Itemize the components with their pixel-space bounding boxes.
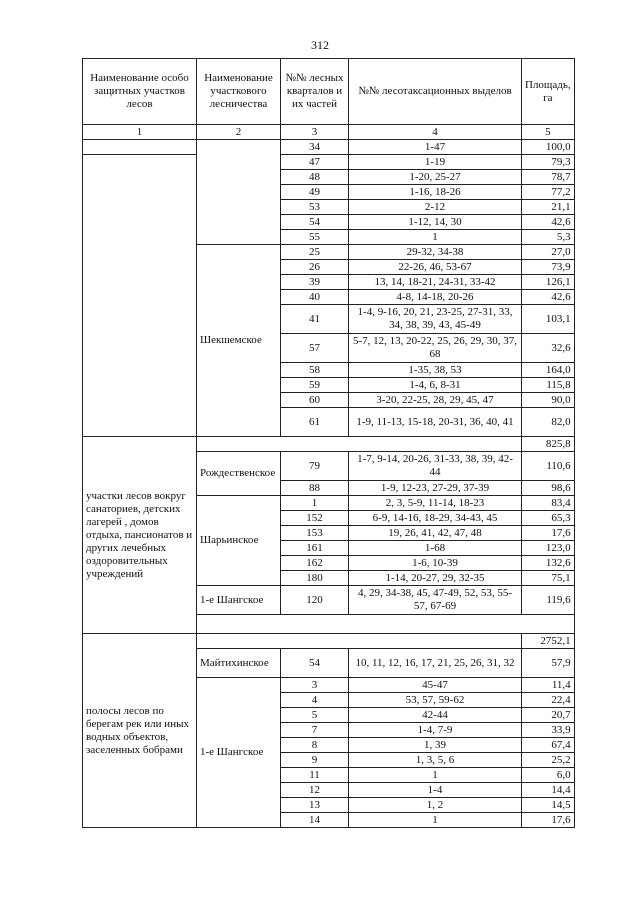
quarter-cell: 53 [281, 200, 349, 215]
total-spacer [197, 634, 522, 649]
plots-cell: 1 [349, 230, 522, 245]
area-cell: 123,0 [522, 541, 575, 556]
quarter-cell: 25 [281, 245, 349, 260]
district-name: Рождественское [197, 452, 281, 496]
quarter-cell: 7 [281, 723, 349, 738]
area-cell: 73,9 [522, 260, 575, 275]
quarter-cell: 40 [281, 290, 349, 305]
plots-cell: 1-35, 38, 53 [349, 363, 522, 378]
quarter-cell: 54 [281, 215, 349, 230]
quarter-cell: 180 [281, 571, 349, 586]
area-cell: 22,4 [522, 693, 575, 708]
area-cell: 14,4 [522, 783, 575, 798]
area-cell: 75,1 [522, 571, 575, 586]
quarter-cell: 41 [281, 305, 349, 334]
category-cell-empty [83, 155, 197, 437]
quarter-cell: 5 [281, 708, 349, 723]
total-value: 2752,1 [522, 634, 575, 649]
plots-cell: 5-7, 12, 13, 20-22, 25, 26, 29, 30, 37, 68 [349, 334, 522, 363]
district-name: Шарьинское [197, 496, 281, 586]
area-cell: 11,4 [522, 678, 575, 693]
quarter-cell: 8 [281, 738, 349, 753]
forest-table [82, 58, 575, 828]
area-cell: 21,1 [522, 200, 575, 215]
empty-cell [83, 140, 197, 155]
area-cell: 79,3 [522, 155, 575, 170]
plots-cell: 1, 39 [349, 738, 522, 753]
quarter-cell: 162 [281, 556, 349, 571]
column-number: 1 [83, 125, 197, 140]
quarter-cell: 58 [281, 363, 349, 378]
total-value: 825,8 [522, 437, 575, 452]
area-cell: 6,0 [522, 768, 575, 783]
plots-cell: 1-19 [349, 155, 522, 170]
district-name: Шекшемское [197, 245, 281, 437]
area-cell: 83,4 [522, 496, 575, 511]
quarter-cell: 59 [281, 378, 349, 393]
table-row [83, 140, 575, 155]
quarter-cell: 54 [281, 649, 349, 678]
area-cell: 78,7 [522, 170, 575, 185]
area-cell: 98,6 [522, 481, 575, 496]
plots-cell: 1-4, 6, 8-31 [349, 378, 522, 393]
quarter-cell: 26 [281, 260, 349, 275]
area-cell: 77,2 [522, 185, 575, 200]
category-name: полосы лесов по берегам рек или иных водных объектов, заселенных бобрами [83, 634, 197, 828]
plots-cell: 42-44 [349, 708, 522, 723]
plots-cell: 22-26, 46, 53-67 [349, 260, 522, 275]
plots-cell: 13, 14, 18-21, 24-31, 33-42 [349, 275, 522, 290]
quarter-cell: 57 [281, 334, 349, 363]
plots-cell: 2, 3, 5-9, 11-14, 18-23 [349, 496, 522, 511]
plots-cell: 1-9, 11-13, 15-18, 20-31, 36, 40, 41 [349, 408, 522, 437]
plots-cell: 10, 11, 12, 16, 17, 21, 25, 26, 31, 32 [349, 649, 522, 678]
plots-cell: 45-47 [349, 678, 522, 693]
plots-cell: 29-32, 34-38 [349, 245, 522, 260]
area-cell: 126,1 [522, 275, 575, 290]
district-name: Майтихинское [197, 649, 281, 678]
column-number: 4 [349, 125, 522, 140]
plots-cell: 3-20, 22-25, 28, 29, 45, 47 [349, 393, 522, 408]
quarter-cell: 34 [281, 140, 349, 155]
spacer-cell [197, 615, 575, 634]
column-number-row [83, 125, 575, 140]
plots-cell: 1-14, 20-27, 29, 32-35 [349, 571, 522, 586]
column-number: 5 [522, 125, 575, 140]
column-number: 2 [197, 125, 281, 140]
district-name: 1-е Шангское [197, 586, 281, 615]
area-cell: 42,6 [522, 215, 575, 230]
plots-cell: 4-8, 14-18, 20-26 [349, 290, 522, 305]
quarter-cell: 61 [281, 408, 349, 437]
plots-cell: 53, 57, 59-62 [349, 693, 522, 708]
plots-cell: 1-4 [349, 783, 522, 798]
total-row [83, 634, 575, 649]
quarter-cell: 79 [281, 452, 349, 481]
area-cell: 17,6 [522, 813, 575, 828]
plots-cell: 1-4, 9-16, 20, 21, 23-25, 27-31, 33, 34, 38, 39, 43, 45-49 [349, 305, 522, 334]
plots-cell: 6-9, 14-16, 18-29, 34-43, 45 [349, 511, 522, 526]
plots-cell: 19, 26, 41, 42, 47, 48 [349, 526, 522, 541]
quarter-cell: 14 [281, 813, 349, 828]
district-cell-empty [197, 140, 281, 245]
quarter-cell: 47 [281, 155, 349, 170]
plots-cell: 1-4, 7-9 [349, 723, 522, 738]
plots-cell: 1-6, 10-39 [349, 556, 522, 571]
page-number: 312 [311, 38, 329, 52]
quarter-cell: 161 [281, 541, 349, 556]
plots-cell: 1, 3, 5, 6 [349, 753, 522, 768]
category-name: участки лесов вокруг санаториев, детских лагерей , домов отдыха, пансионатов и других лечебных оздоровительных учреждений [83, 437, 197, 634]
header-cell: Наименование особо защитных участков лесов [83, 59, 197, 125]
header-cell: Площадь, га [522, 59, 575, 125]
plots-cell: 1-20, 25-27 [349, 170, 522, 185]
plots-cell: 1-47 [349, 140, 522, 155]
total-row [83, 437, 575, 452]
area-cell: 110,6 [522, 452, 575, 481]
quarter-cell: 48 [281, 170, 349, 185]
area-cell: 32,6 [522, 334, 575, 363]
table-row [83, 155, 575, 170]
plots-cell: 2-12 [349, 200, 522, 215]
area-cell: 103,1 [522, 305, 575, 334]
area-cell: 17,6 [522, 526, 575, 541]
header-cell: Наименование участкового лесничества [197, 59, 281, 125]
plots-cell: 1 [349, 768, 522, 783]
area-cell: 100,0 [522, 140, 575, 155]
area-cell: 5,3 [522, 230, 575, 245]
quarter-cell: 60 [281, 393, 349, 408]
plots-cell: 4, 29, 34-38, 45, 47-49, 52, 53, 55-57, 67-69 [349, 586, 522, 615]
area-cell: 164,0 [522, 363, 575, 378]
column-number: 3 [281, 125, 349, 140]
plots-cell: 1-12, 14, 30 [349, 215, 522, 230]
area-cell: 20,7 [522, 708, 575, 723]
quarter-cell: 120 [281, 586, 349, 615]
area-cell: 57,9 [522, 649, 575, 678]
area-cell: 82,0 [522, 408, 575, 437]
header-cell: №№ лесных кварталов и их частей [281, 59, 349, 125]
area-cell: 42,6 [522, 290, 575, 305]
plots-cell: 1-9, 12-23, 27-29, 37-39 [349, 481, 522, 496]
area-cell: 27,0 [522, 245, 575, 260]
quarter-cell: 3 [281, 678, 349, 693]
quarter-cell: 49 [281, 185, 349, 200]
quarter-cell: 12 [281, 783, 349, 798]
quarter-cell: 153 [281, 526, 349, 541]
quarter-cell: 152 [281, 511, 349, 526]
plots-cell: 1-16, 18-26 [349, 185, 522, 200]
total-spacer [197, 437, 522, 452]
area-cell: 33,9 [522, 723, 575, 738]
area-cell: 115,8 [522, 378, 575, 393]
quarter-cell: 4 [281, 693, 349, 708]
area-cell: 67,4 [522, 738, 575, 753]
area-cell: 90,0 [522, 393, 575, 408]
area-cell: 119,6 [522, 586, 575, 615]
quarter-cell: 13 [281, 798, 349, 813]
quarter-cell: 39 [281, 275, 349, 290]
area-cell: 65,3 [522, 511, 575, 526]
quarter-cell: 9 [281, 753, 349, 768]
plots-cell: 1-68 [349, 541, 522, 556]
header-cell: №№ лесотаксационных выделов [349, 59, 522, 125]
district-name: 1-е Шангское [197, 678, 281, 828]
quarter-cell: 88 [281, 481, 349, 496]
plots-cell: 1 [349, 813, 522, 828]
quarter-cell: 1 [281, 496, 349, 511]
quarter-cell: 11 [281, 768, 349, 783]
area-cell: 25,2 [522, 753, 575, 768]
header-row [83, 59, 575, 125]
quarter-cell: 55 [281, 230, 349, 245]
area-cell: 132,6 [522, 556, 575, 571]
area-cell: 14,5 [522, 798, 575, 813]
plots-cell: 1, 2 [349, 798, 522, 813]
plots-cell: 1-7, 9-14, 20-26, 31-33, 38, 39, 42-44 [349, 452, 522, 481]
